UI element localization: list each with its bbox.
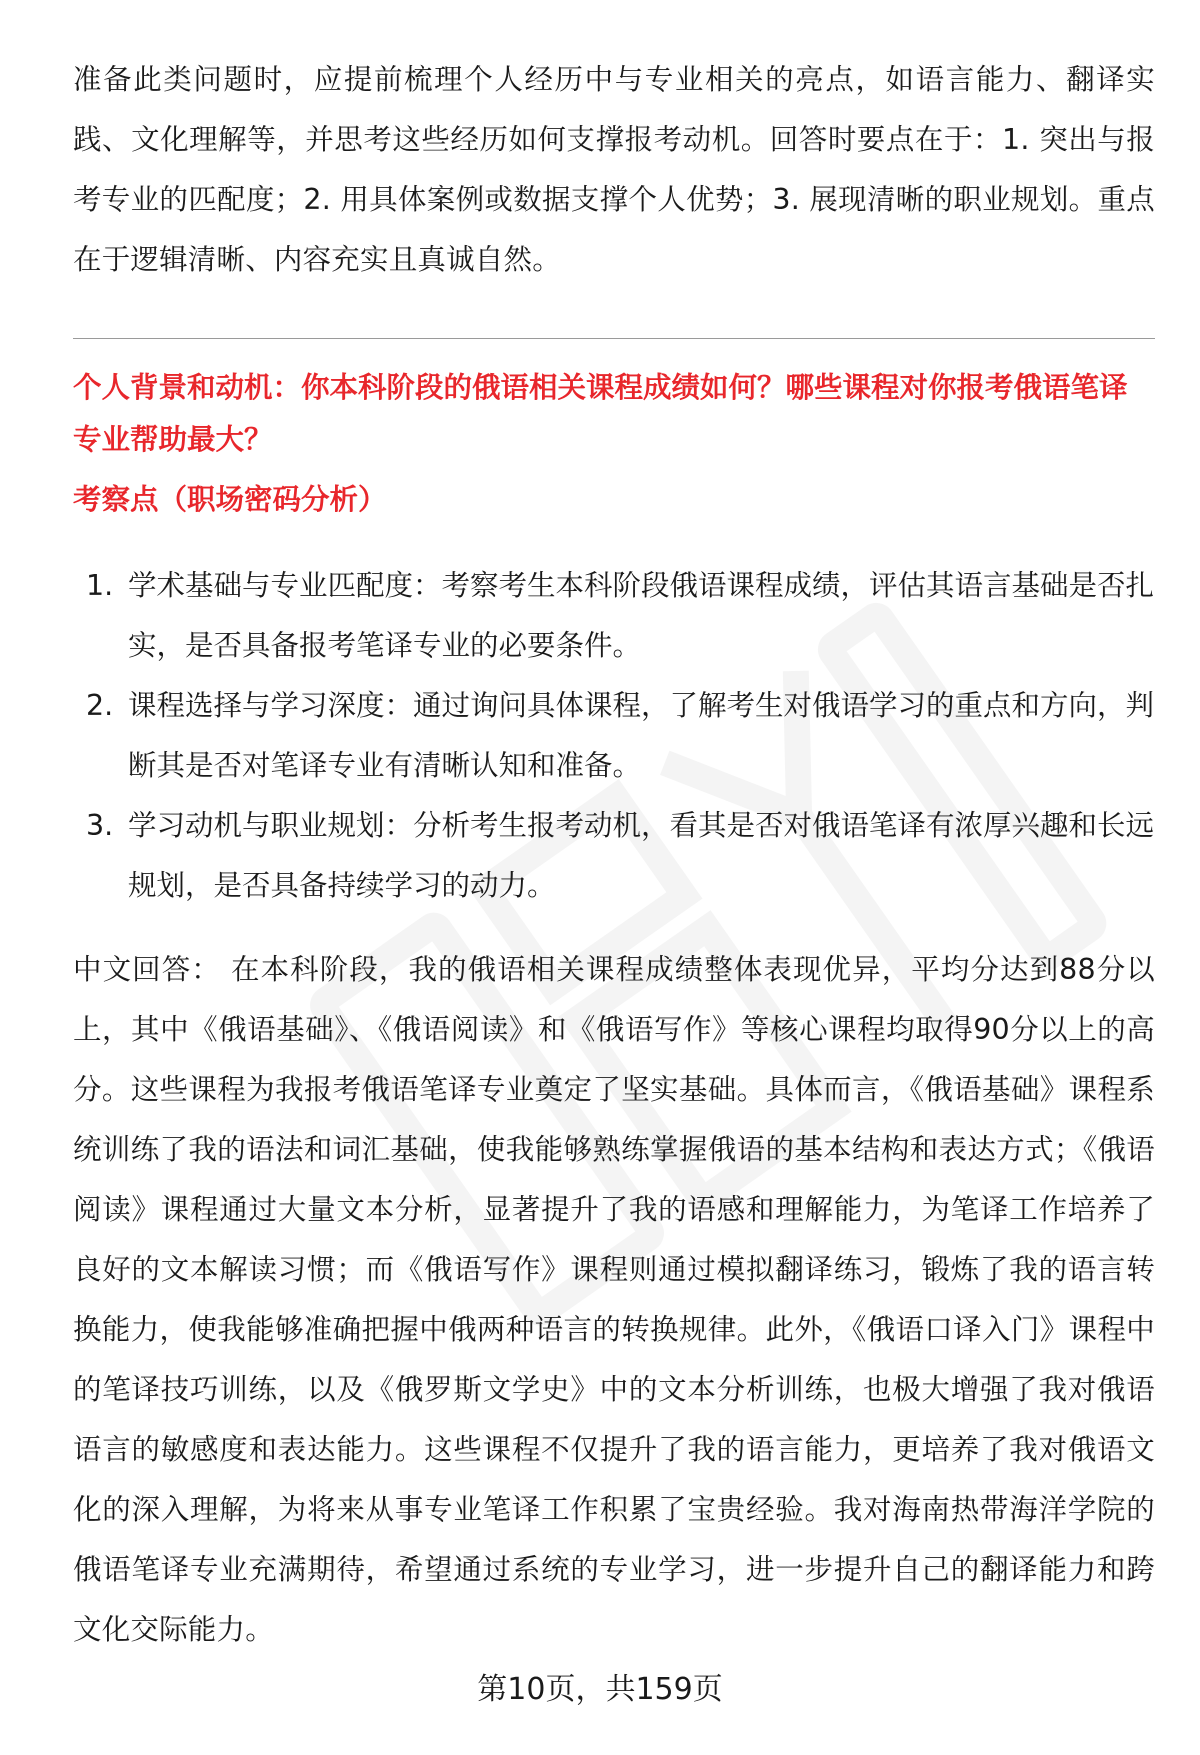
list-item-number: 2. bbox=[86, 689, 114, 722]
intro-paragraph: 准备此类问题时，应提前梳理个人经历中与专业相关的亮点，如语言能力、翻译实践、文化理解等，并思考这些经历如何支撑报考动机。回答时要点在于：1. 突出与报考专业的匹配度；2. 用具体案例或数据支撑个人优势；3. 展现清晰的职业规划。重点在于逻辑清晰、内容充实且真诚自然。 bbox=[73, 63, 1155, 276]
kaochadian-heading: 考察点（职场密码分析） bbox=[73, 483, 387, 516]
list-item-text: 学习动机与职业规划：分析考生报考动机，看其是否对俄语笔译有浓厚兴趣和长远规划，是否具备持续学习的动力。 bbox=[128, 809, 1155, 902]
list-item-number: 3. bbox=[86, 809, 114, 842]
list-item bbox=[73, 676, 1155, 796]
list-item bbox=[73, 796, 1155, 916]
list-item-text: 课程选择与学习深度：通过询问具体课程，了解考生对俄语学习的重点和方向，判断其是否对笔译专业有清晰认知和准备。 bbox=[128, 689, 1155, 782]
assessment-points-list bbox=[73, 556, 1155, 916]
answer-paragraph: 中文回答： 在本科阶段，我的俄语相关课程成绩整体表现优异，平均分达到88分以上，其中《俄语基础》、《俄语阅读》和《俄语写作》等核心课程均取得90分以上的高分。这些课程为我报考俄语笔译专业奠定了坚实基础。具体而言，《俄语基础》课程系统训练了我的语法和词汇基础，使我能够熟练掌握俄语的基本结构和表达方式；《俄语阅读》课程通过大量文本分析，显著提升了我的语感和理解能力，为笔译工作培养了良好的文本解读习惯；而《俄语写作》课程则通过模拟翻译练习，锻炼了我的语言转换能力，使我能够准确把握中俄两种语言的转换规律。此外，《俄语口译入门》课程中的笔译技巧训练，以及《俄罗斯文学史》中的文本分析训练，也极大增强了我对俄语语言的敏感度和表达能力。这些课程不仅提升了我的语言能力，更培养了我对俄语文化的深入理解，为将来从事专业笔译工作积累了宝贵经验。我对海南热带海洋学院的俄语笔译专业充满期待，希望通过系统的专业学习，进一步提升自己的翻译能力和跨文化交际能力。 bbox=[73, 953, 1155, 1646]
list-item-number: 1. bbox=[86, 569, 114, 602]
page-number-footer: 第10页，共159页 bbox=[477, 1672, 723, 1707]
list-item-text: 学术基础与专业匹配度：考察考生本科阶段俄语课程成绩，评估其语言基础是否扎实，是否具备报考笔译专业的必要条件。 bbox=[128, 569, 1155, 662]
list-item bbox=[73, 556, 1155, 676]
section-divider bbox=[73, 338, 1155, 339]
question-heading: 个人背景和动机：你本科阶段的俄语相关课程成绩如何？哪些课程对你报考俄语笔译专业帮助最大？ bbox=[73, 371, 1128, 456]
